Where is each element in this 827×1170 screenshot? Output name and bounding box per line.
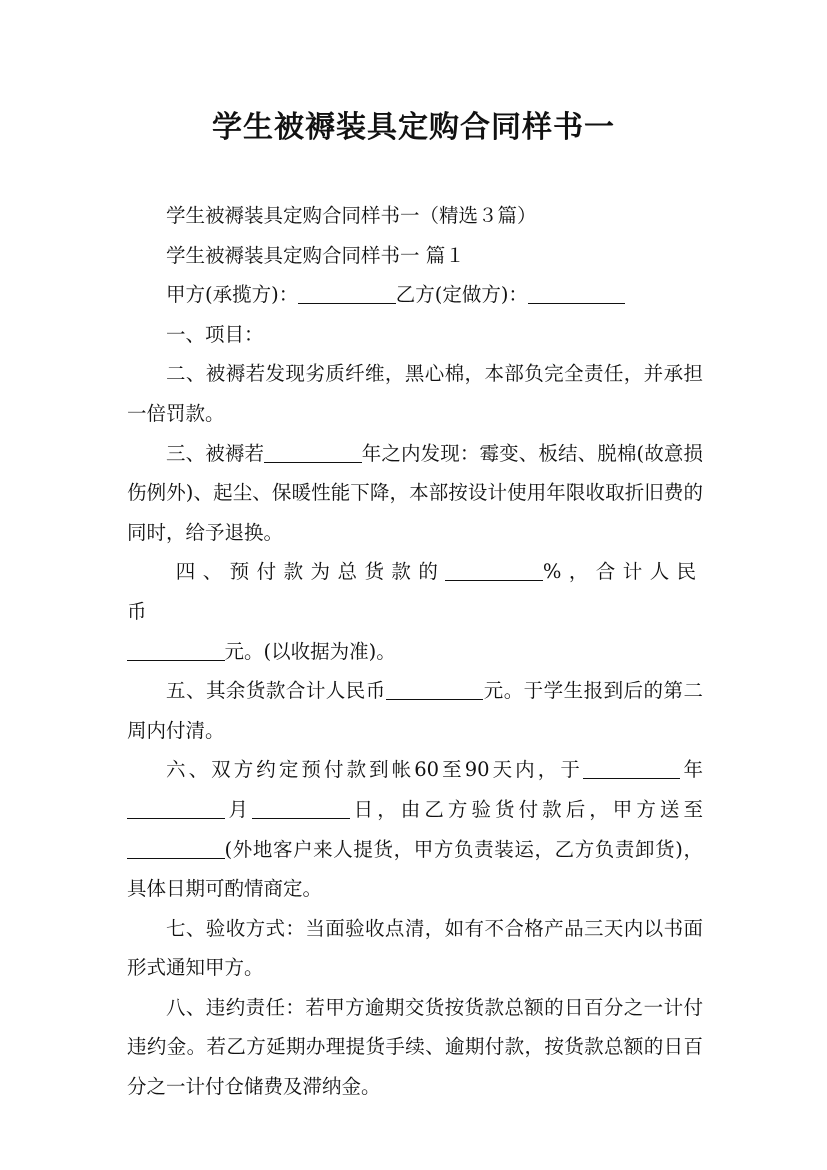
clause-6-part-c: 月 bbox=[224, 797, 253, 821]
clause-6-blank-1 bbox=[583, 759, 681, 780]
clause-7: 七、验收方式：当面验收点清，如有不合格产品三天内以书面形式通知甲方。 bbox=[127, 916, 703, 980]
party-a-blank bbox=[298, 284, 396, 305]
clause-5-amount-blank bbox=[386, 680, 484, 701]
party-b-blank bbox=[528, 284, 626, 305]
party-a-label: 甲方(承揽方)： bbox=[166, 283, 299, 307]
clause-4-part-a: 四、预付款为总货款的 bbox=[175, 560, 446, 584]
parties-line bbox=[127, 275, 703, 315]
clause-6-blank-4 bbox=[127, 838, 225, 859]
clause-4-percent-blank bbox=[445, 561, 543, 582]
clause-6-blank-2 bbox=[127, 798, 225, 819]
clause-3-years-blank bbox=[264, 442, 362, 463]
clause-6-part-d: 日，由乙方验货付款后，甲方送至 bbox=[349, 797, 703, 821]
clause-4 bbox=[127, 552, 703, 671]
clause-6-part-b: 年 bbox=[680, 758, 703, 782]
piece-heading: 学生被褥装具定购合同样书一 篇１ bbox=[166, 243, 465, 267]
document-title: 学生被褥装具定购合同样书一 bbox=[212, 110, 615, 145]
clause-2: 二、被褥若发现劣质纤维，黑心棉，本部负完全责任，并承担一倍罚款。 bbox=[127, 362, 703, 425]
clause-6 bbox=[127, 750, 703, 908]
clause-5-part-b: 元。于学生报到后的第二周内付清。 bbox=[127, 679, 703, 742]
clause-6-part-e: (外地客户来人提货，甲方负责装运，乙方负责卸货)，具体日期可酌情商定。 bbox=[127, 837, 703, 901]
clause-3 bbox=[127, 434, 703, 553]
clause-4-part-c: 元。(以收据为准)。 bbox=[224, 639, 396, 663]
party-b-label: 乙方(定做方)： bbox=[395, 283, 528, 307]
subtitle-line: 学生被褥装具定购合同样书一（精选３篇） bbox=[166, 204, 537, 227]
clause-1: 一、项目： bbox=[166, 322, 264, 346]
document-body bbox=[127, 196, 703, 1107]
clause-8: 八、违约责任：若甲方逾期交货按货款总额的日百分之一计付违约金。若乙方延期办理提货手续、逾期付款，按货款总额的日百分之一计付仓储费及滞纳金。 bbox=[127, 995, 703, 1099]
clause-5 bbox=[127, 671, 703, 750]
clause-3-part-b: 年之内发现：霉变、板结、脱棉(故意损伤例外)、起尘、保暖性能下降，本部按设计使用年限收取折旧费的同时，给予退换。 bbox=[127, 441, 703, 544]
clause-4-amount-blank bbox=[127, 640, 225, 661]
clause-6-part-a: 六、双方约定预付款到帐60至90天内，于 bbox=[166, 758, 583, 782]
clause-6-blank-3 bbox=[252, 798, 350, 819]
clause-3-part-a: 三、被褥若 bbox=[166, 441, 265, 465]
clause-4-part-b: %，合计人民币 bbox=[127, 560, 703, 623]
clause-5-part-a: 五、其余货款合计人民币 bbox=[166, 679, 386, 703]
